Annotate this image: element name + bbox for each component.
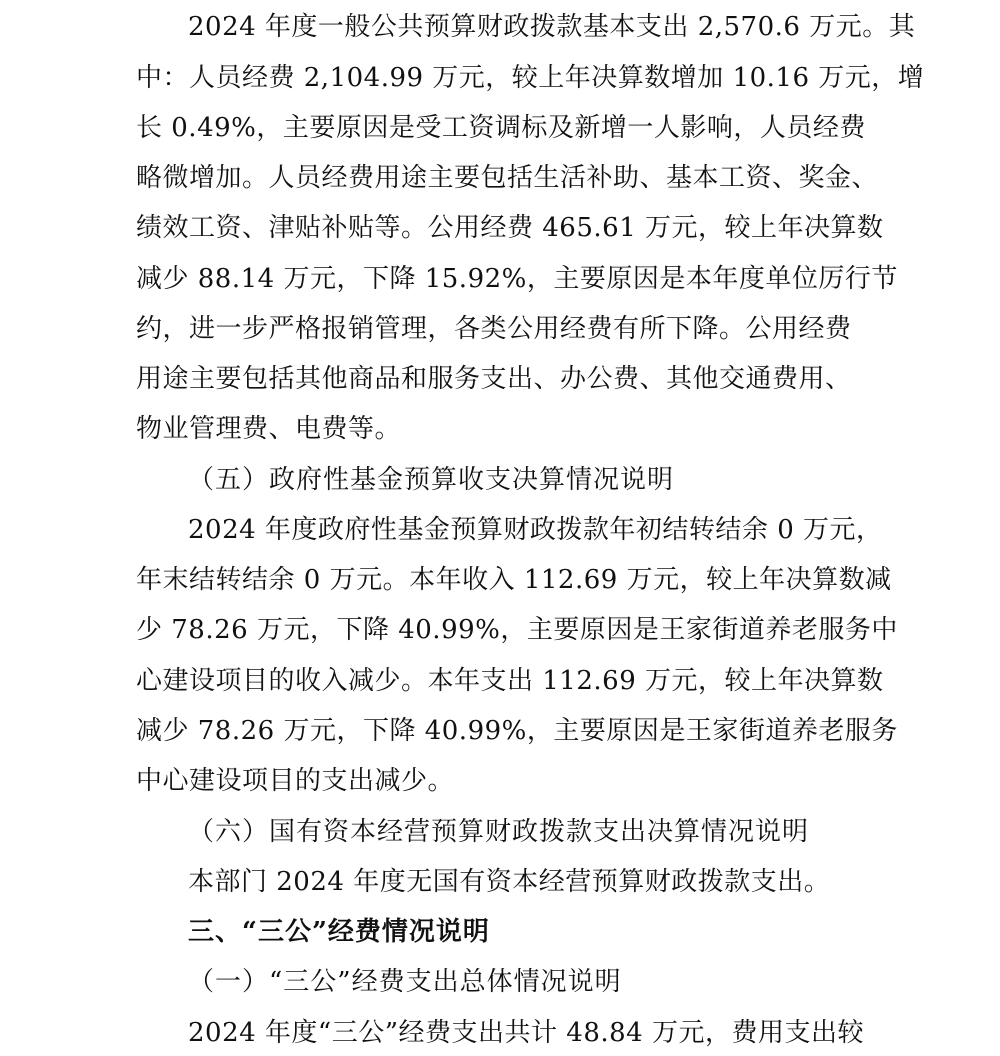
paragraph-line: 绩效工资、津贴补贴等。公用经费 465.61 万元，较上年决算数 [136,213,884,243]
paragraph-line: 2024 年度政府性基金预算财政拨款年初结转结余 0 万元， [188,515,883,545]
paragraph-line: 心建设项目的收入减少。本年支出 112.69 万元，较上年决算数 [136,666,884,696]
paragraph-line: 长 0.49%，主要原因是受工资调标及新增一人影响，人员经费 [136,113,866,143]
paragraph-line: 减少 78.26 万元，下降 40.99%，主要原因是王家街道养老服务 [136,716,898,746]
paragraph-line: 用途主要包括其他商品和服务支出、办公费、其他交通费用、 [136,364,852,394]
subsection-heading-one: （一）“三公”经费支出总体情况说明 [188,967,622,997]
paragraph-line: 中：人员经费 2,104.99 万元，较上年决算数增加 10.16 万元，增 [136,63,925,93]
paragraph-line: 减少 88.14 万元，下降 15.92%，主要原因是本年度单位厉行节 [136,264,898,294]
paragraph-line: 约，进一步严格报销管理，各类公用经费有所下降。公用经费 [136,314,852,344]
paragraph-line: 2024 年度“三公”经费支出共计 48.84 万元，费用支出较 [188,1018,864,1048]
paragraph-line: 中心建设项目的支出减少。 [136,766,455,796]
paragraph-line: 2024 年度一般公共预算财政拨款基本支出 2,570.6 万元。其 [188,12,916,42]
paragraph-line: 年末结转结余 0 万元。本年收入 112.69 万元，较上年决算数减 [136,565,892,595]
paragraph-line: 本部门 2024 年度无国有资本经营预算财政拨款支出。 [188,867,831,897]
section-heading-five: （五）政府性基金预算收支决算情况说明 [188,465,675,495]
section-heading-three: 三、“三公”经费情况说明 [188,917,490,947]
paragraph-line: 物业管理费、电费等。 [136,414,402,444]
paragraph-line: 略微增加。人员经费用途主要包括生活补助、基本工资、奖金、 [136,163,879,193]
section-heading-six: （六）国有资本经营预算财政拨款支出决算情况说明 [188,817,810,847]
paragraph-line: 少 78.26 万元，下降 40.99%，主要原因是王家街道养老服务中 [136,615,898,645]
